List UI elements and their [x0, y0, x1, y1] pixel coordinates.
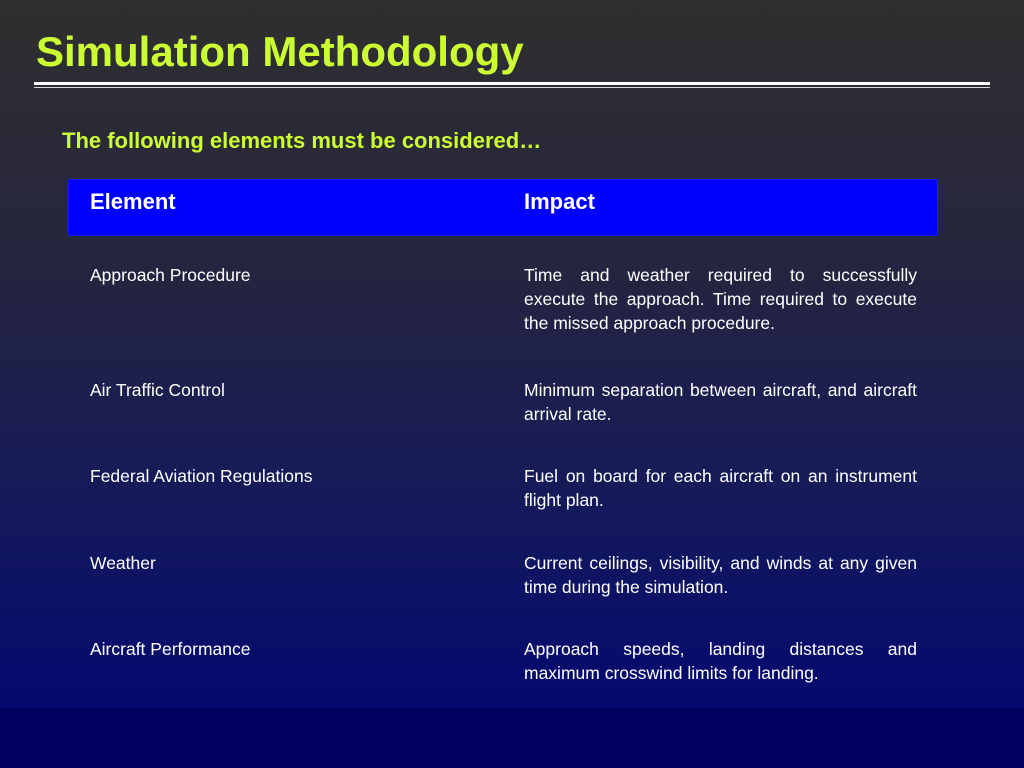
impact-cell: Time and weather required to successfully execute the approach. Time required to execute the missed approach procedure.: [524, 265, 917, 333]
element-cell: Weather: [90, 553, 156, 573]
title-divider-thick: [34, 82, 990, 85]
bottom-band: [0, 708, 1024, 768]
slide-subtitle: The following elements must be considered…: [62, 128, 542, 153]
impact-cell: Fuel on board for each aircraft on an instrument flight plan.: [524, 466, 917, 510]
impact-cell: Approach speeds, landing distances and maximum crosswind limits for landing.: [524, 639, 917, 683]
element-cell: Federal Aviation Regulations: [90, 466, 313, 486]
table-header: [68, 179, 938, 236]
slide-title: Simulation Methodology: [36, 28, 524, 75]
title-divider: [34, 82, 990, 89]
element-cell: Approach Procedure: [90, 265, 251, 285]
impact-cell: Current ceilings, visibility, and winds at any given time during the simulation.: [524, 553, 917, 597]
column-header-element: Element: [90, 189, 176, 214]
element-cell: Air Traffic Control: [90, 380, 225, 400]
element-cell: Aircraft Performance: [90, 639, 251, 659]
title-divider-thin: [34, 87, 990, 88]
impact-cell: Minimum separation between aircraft, and aircraft arrival rate.: [524, 380, 917, 424]
column-header-impact: Impact: [524, 189, 595, 214]
